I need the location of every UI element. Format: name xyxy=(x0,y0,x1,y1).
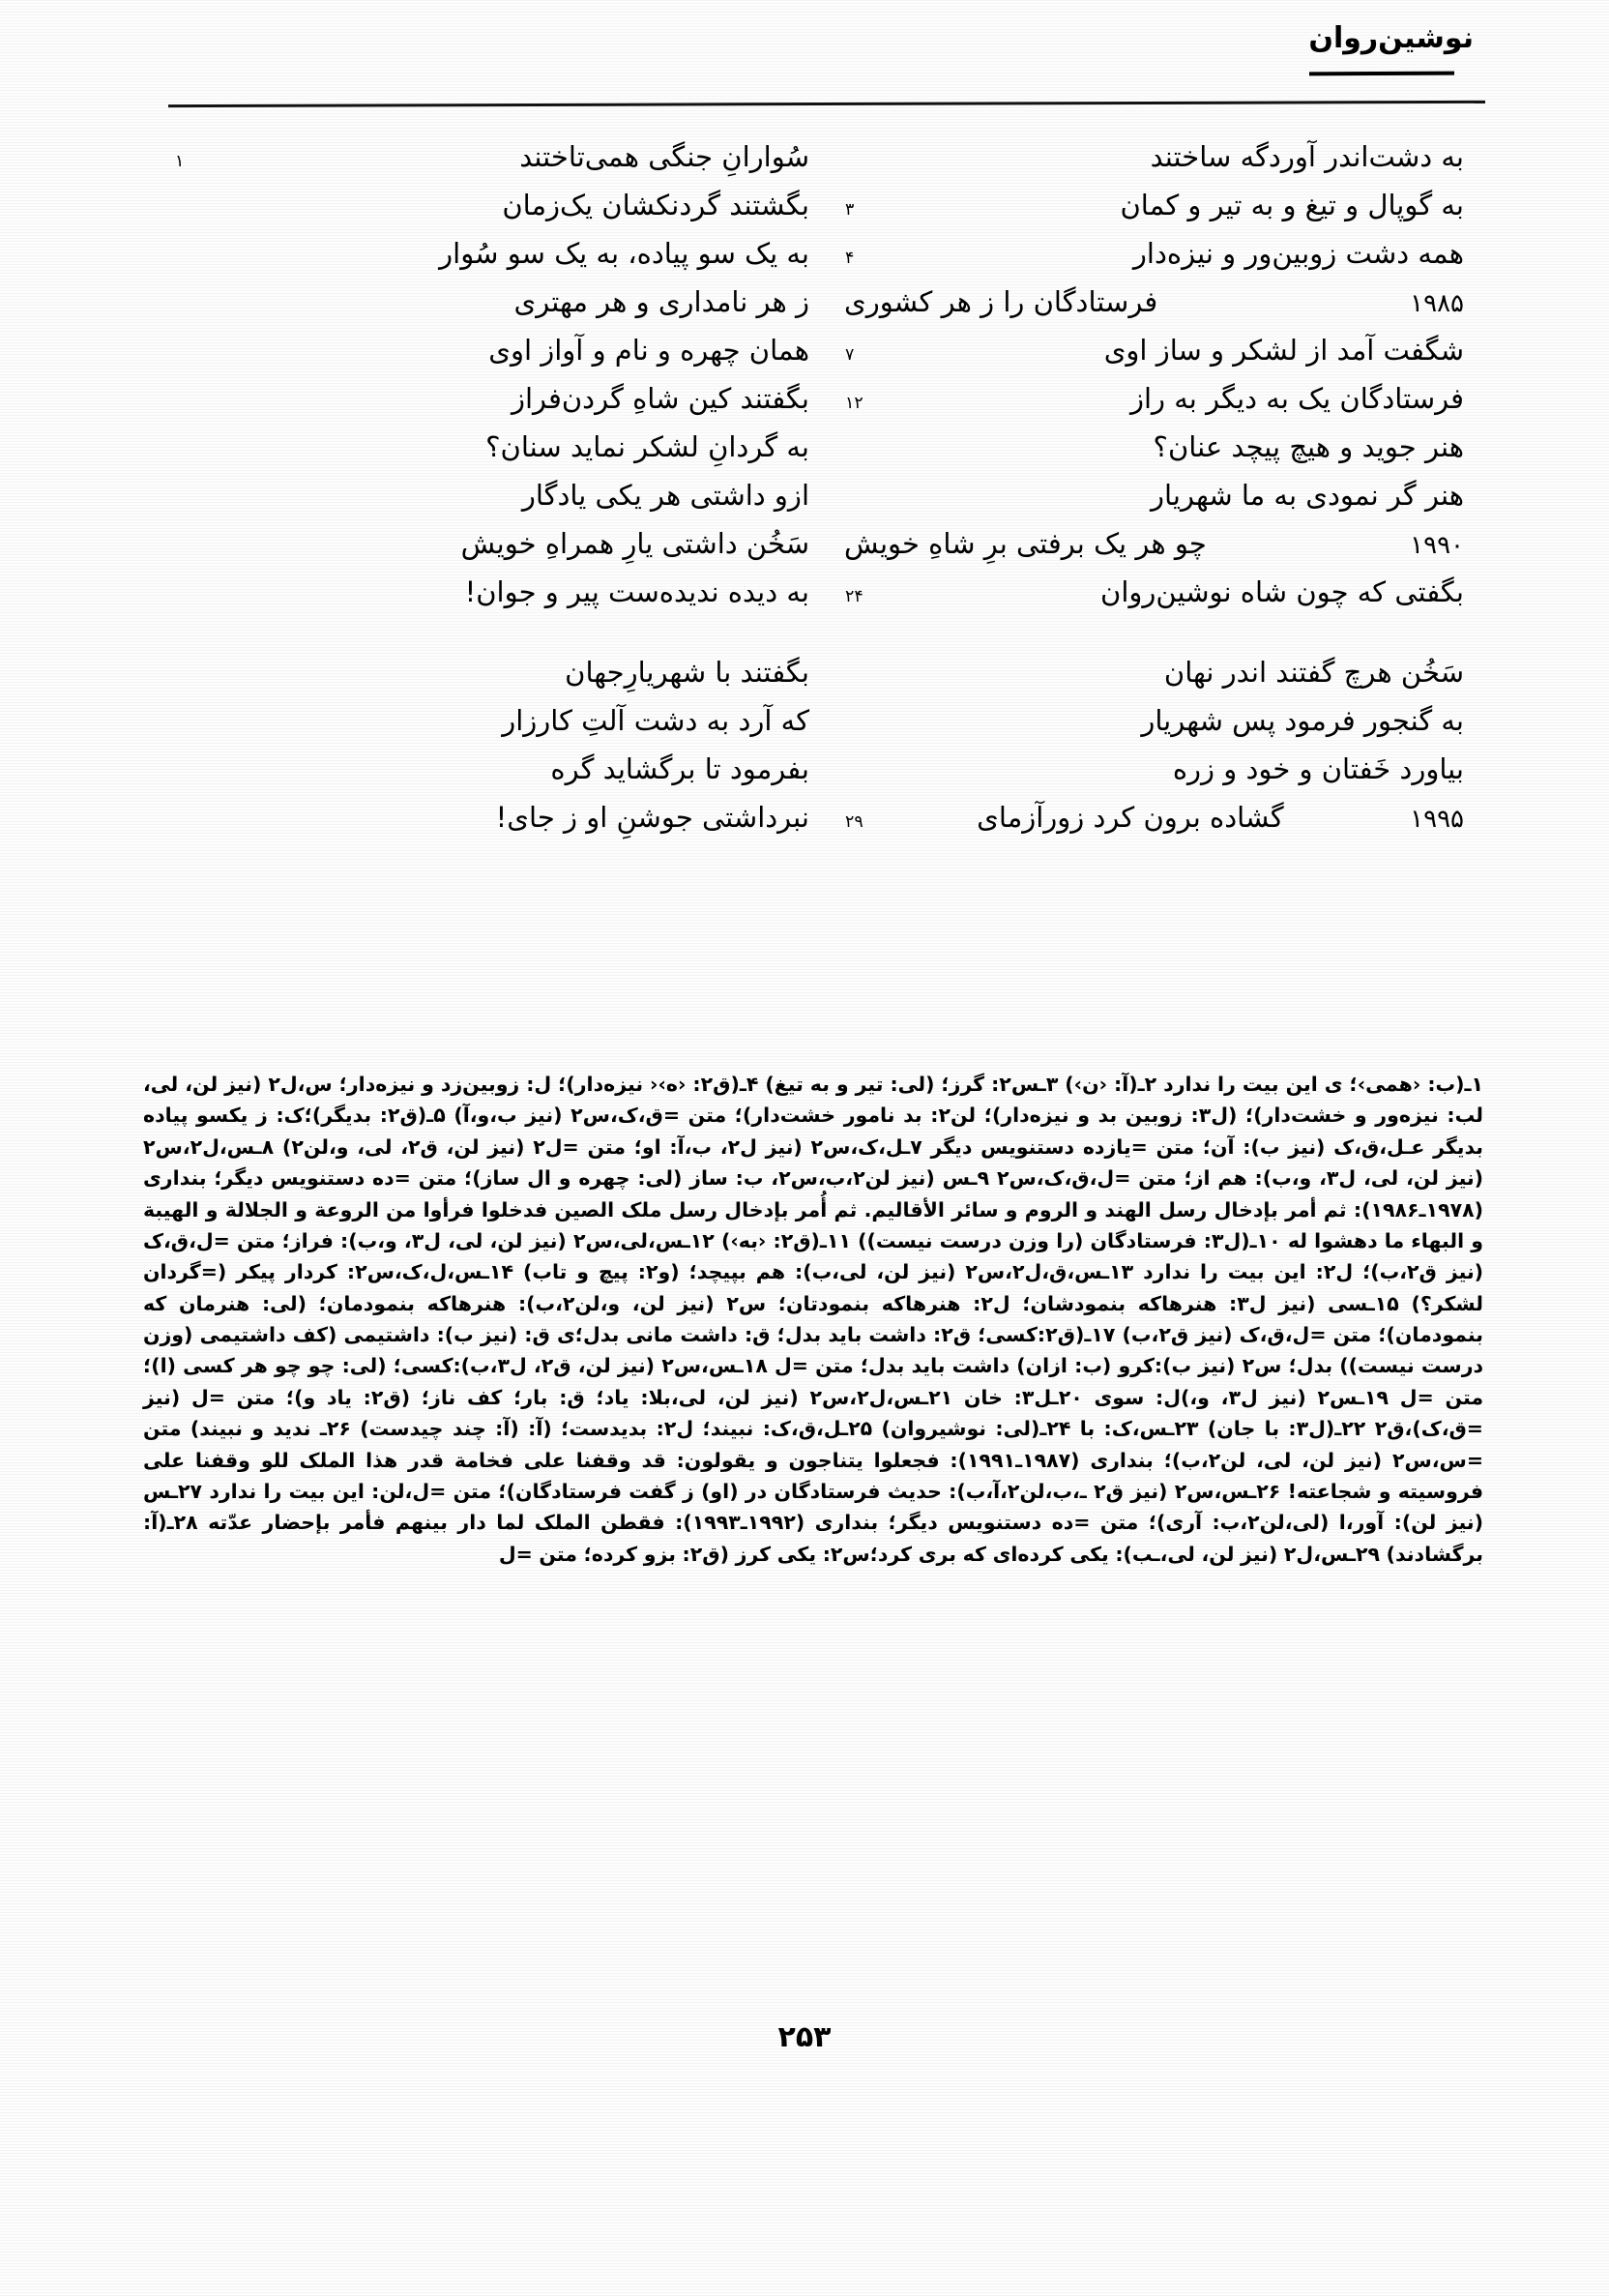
hemistich-text: بگفتی که چون شاه نوشین‌روان xyxy=(1100,575,1464,608)
hemistich-first: همه دشت زوبین‌ور و نیزه‌دار ۴ xyxy=(845,237,1464,270)
hemistich-first xyxy=(819,704,1464,737)
hemistich-text: بیاورد خَفتان و خود و زره xyxy=(1172,752,1464,785)
hemistich-text: فرستادگان را ز هر کشوری xyxy=(844,285,1158,318)
hemistich-second xyxy=(174,801,819,834)
hemistich-text: چو هر یک برفتی برِ شاهِ خویش xyxy=(844,527,1207,560)
hemistich-first xyxy=(819,479,1464,512)
running-head-underline xyxy=(1309,72,1454,76)
hemistich-text: بگفتند با شهریارِجهان xyxy=(565,656,809,689)
hemistich-text: به دشت‌اندر آوردگه ساختند xyxy=(1150,140,1464,173)
header-rule xyxy=(168,101,1485,107)
hemistich-first xyxy=(819,527,1464,560)
stanza-1 xyxy=(174,140,1464,608)
verse-line xyxy=(174,704,1464,737)
hemistich-first: بگفتی که چون شاه نوشین‌روان ۲۴ xyxy=(845,575,1464,608)
page-number: ۲۵۳ xyxy=(777,2020,832,2054)
verse-line xyxy=(174,285,1464,318)
hemistich-text: ز هر نامداری و هر مهتری xyxy=(513,285,809,318)
hemistich-text: به گردانِ لشکر نماید سنان؟ xyxy=(485,430,809,463)
hemistich-second xyxy=(174,382,819,415)
hemistich-first: به گوپال و تیغ و به تیر و کمان ۳ xyxy=(845,189,1464,221)
verse-line xyxy=(174,801,1464,834)
hemistich-second xyxy=(174,527,819,560)
hemistich-text: بفرمود تا برگشاید گره xyxy=(550,752,809,785)
verse-line xyxy=(174,575,1464,608)
verse-number: ۱۹۹۵ xyxy=(1410,805,1464,834)
hemistich-first xyxy=(819,656,1464,689)
hemistich-text: به گوپال و تیغ و به تیر و کمان xyxy=(1120,189,1464,221)
verse-line xyxy=(174,334,1464,367)
running-head: نوشین‌روان xyxy=(1308,21,1474,55)
hemistich-text: سَخُن هرچ گفتند اندر نهان xyxy=(1163,656,1464,689)
hemistich-second xyxy=(174,479,819,512)
hemistich-first: فرستادگان یک به دیگر به راز ۱۲ xyxy=(845,382,1464,415)
hemistich-second xyxy=(174,285,819,318)
hemistich-text: همه دشت زوبین‌ور و نیزه‌دار xyxy=(1132,237,1464,270)
hemistich-first xyxy=(819,140,1464,173)
verse-number: ۱۹۸۵ xyxy=(1410,289,1464,318)
hemistich-second xyxy=(174,334,819,367)
stanza-2 xyxy=(174,656,1464,834)
verse-line xyxy=(174,430,1464,463)
verse-line xyxy=(174,527,1464,560)
hemistich-first: شگفت آمد از لشکر و ساز اوی ۷ xyxy=(845,334,1464,367)
hemistich-second xyxy=(174,575,819,608)
hemistich-second: سُوارانِ جنگی همی‌تاختند ۱ xyxy=(175,140,809,173)
hemistich-text: هنر گر نمودی به ما شهریار xyxy=(1151,479,1464,512)
hemistich-second xyxy=(174,752,819,785)
hemistich-second xyxy=(174,191,819,220)
verse-line xyxy=(174,140,1464,173)
hemistich-second xyxy=(174,237,819,270)
hemistich-text: ازو داشتی هر یکی یادگار xyxy=(521,479,809,512)
hemistich-text: هنر جوید و هیچ پیچد عنان؟ xyxy=(1153,430,1464,463)
hemistich-text: گشاده برون کرد زورآزمای xyxy=(977,801,1284,834)
hemistich-first xyxy=(819,752,1464,785)
hemistich-text: بگفتند کین شاهِ گردن‌فراز xyxy=(511,382,809,415)
hemistich-text: بگشتند گردنکشان یک‌زمان xyxy=(502,189,809,221)
hemistich-text: همان چهره و نام و آواز اوی xyxy=(488,334,809,367)
verse-line xyxy=(174,479,1464,512)
verse-line xyxy=(174,237,1464,270)
hemistich-second xyxy=(174,704,819,737)
hemistich-text: نبرداشتی جوشنِ او ز جای! xyxy=(495,801,809,834)
hemistich-text: فرستادگان یک به دیگر به راز xyxy=(1129,382,1464,415)
hemistich-text: به یک سو پیاده، به یک سو سُوار xyxy=(439,237,809,270)
verse-line xyxy=(174,656,1464,689)
verse-line xyxy=(174,752,1464,785)
hemistich-first xyxy=(819,285,1464,318)
verse-line xyxy=(174,382,1464,415)
poem-body xyxy=(174,140,1464,852)
verse-line xyxy=(174,191,1464,220)
verse-number: ۱۹۹۰ xyxy=(1410,531,1464,560)
hemistich-text: سَخُن داشتی یارِ همراهِ خویش xyxy=(460,527,809,560)
hemistich-first: ۱۹۹۵ گشاده برون کرد زورآزمای ۲۹ xyxy=(845,801,1464,834)
hemistich-first xyxy=(819,430,1464,463)
critical-apparatus xyxy=(143,1069,1483,1570)
hemistich-text: شگفت آمد از لشکر و ساز اوی xyxy=(1103,334,1464,367)
hemistich-text: که آرد به دشت آلتِ کارزار xyxy=(502,704,809,737)
hemistich-text: سُوارانِ جنگی همی‌تاختند xyxy=(519,140,809,173)
apparatus-text: ۱ـ(ب: ‹همی›؛ ی این بیت را ندارد ۲ـ(آ: ‹ن›) ۳ـس۲: گرز؛ (لی: تیر و به تیغ) ۴ـ(ق۲: ‹ه›‹ نیزه‌دار)؛ ل: زوبین‌زد و نیزه‌دار؛ س،ل۲ (نیز لن، لی، لب: نیزه‌ور و خشت‌دار)؛ (ل۳: زوبین بد و نیزه‌دار)؛ لن۲: بد نامور خشت‌دار)؛ متن =ق،ک،س۲ (نیز ب،و،آ) ۵ـ(ق۲: بدیگر)؛ک: ز یکسو پیاده بدیگر عـل،ق،ک (نیز ب): آن؛ متن =یازده دستنویس دیگر ۷ـل،ک،س۲ (نیز ل۲، ب،آ: او؛ متن =ل۲ (نیز لن، ق۲، لی، و،لن۲) ۸ـس،ل۲،س۲ (نیز لن، لی، ل۳، و،ب): هم از؛ متن =ل،ق،ک،س۲ ۹ـس (نیز لن۲،ب،س۲، ب: ساز (لی: چهره و ال ساز)؛ متن =ده دستنویس دیگر؛ بنداری (۱۹۷۸ـ۱۹۸۶): ثم أمر بإدخال رسل الهند و الروم و سائر الأقالیم. ثم أُمر بإدخال رسل ملک الصین فدخلوا فرأوا من الروعة و الجلالة و الهیبة و البهاء ما دهشوا له ۱۰ـ(ل۳: فرستادگان (را وزن درست نیست)) ۱۱ـ(ق۲: ‹به›) ۱۲ـس،لی،س۲ (نیز لن، لی، ل۳، و،ب): فراز؛ متن =ل،ق،ک (نیز ق۲،ب)؛ ل۲: این بیت را ندارد ۱۳ـس،ق،ل۲،س۲ (نیز لن، لی،ب): هم بپیچد؛ (و۲: پیچ و تاب) ۱۴ـس،ل،ک،س۲: کردار پیکر (=گردان لشکر؟) ۱۵ـسی (نیز ل۳: هنرهاکه بنمودشان؛ ل۲: هنرهاکه بنمودتان؛ س۲ (نیز لن، و،لن۲،ب): هنرهاکه بنمودمان؛ (لی: هنرمان که بنمودمان)؛ متن =ل،ق،ک (نیز ق۲،ب) ۱۷ـ(ق۲:کسی؛ ق۲: داشت باید بدل؛ ق: داشت مانی بدل؛ی ق: (نیز ب): داشتیمی (کف داشتیمی (وزن درست نیست)) بدل؛ س۲ (نیز ب):کرو (ب: ازان) داشت باید بدل؛ متن =ل ۱۸ـس،س۲ (نیز لن، ق۲، ل۳،ب):کسی؛ (لی: چو چو هر کسی (ا)؛ متن =ل ۱۹ـس۲ (نیز ل۳، و،)ل: سوی ۲۰ـل۳: خان ۲۱ـس،ل۲،س۲ (نیز لن، لی،بلا: یاد؛ ق: بار؛ کف ناز؛ (ق۲: یاد و)؛ متن =ل (نیز =ق،ک)،ق۲ ۲۲ـ(ل۳: با جان) ۲۳ـس،ک: با ۲۴ـ(لی: نوشیروان) ۲۵ـل،ق،ک: نبیند؛ ل۲: بدیدست؛ (آ: (آ: چند چیدست) ۲۶ـ ندید و نبیند) متن =س،س۲ (نیز لن، لی، لن۲،ب)؛ بنداری (۱۹۸۷ـ۱۹۹۱): فجعلوا یتناجون و یقولون: قد وقفنا علی فخامة قدر هذا الملک للو وقفنا علی فروسیته و شجاعته! ۲۶ـس،س۲ (نیز ق۲ ـ،ب،لن۲،آ،ب): حدیث فرستادگان در (او) ز گفت فرستادگان)؛ متن =ل،لن: این بیت را ندارد ۲۷ـس (نیز لن): آور،ا (لی،لن۲،ب: آری)؛ متن =ده دستنویس دیگر؛ بنداری (۱۹۹۲ـ۱۹۹۳): فقطن الملک لما دار بینهم فأمر بإحضار عدّته ۲۸ـ(آ: برگشادند) ۲۹ـس،ل۲ (نیز لن، لی،ـب): یکی کرده‌ای که بری کرد؛س۲: یکی کرز (ق۲: بزو کرده؛ متن =ل xyxy=(143,1073,1484,1566)
hemistich-second xyxy=(174,656,819,689)
hemistich-text: به دیده ندیده‌ست پیر و جوان! xyxy=(464,575,809,608)
hemistich-text: به گنجور فرمود پس شهریار xyxy=(1141,704,1464,737)
hemistich-second xyxy=(174,430,819,463)
